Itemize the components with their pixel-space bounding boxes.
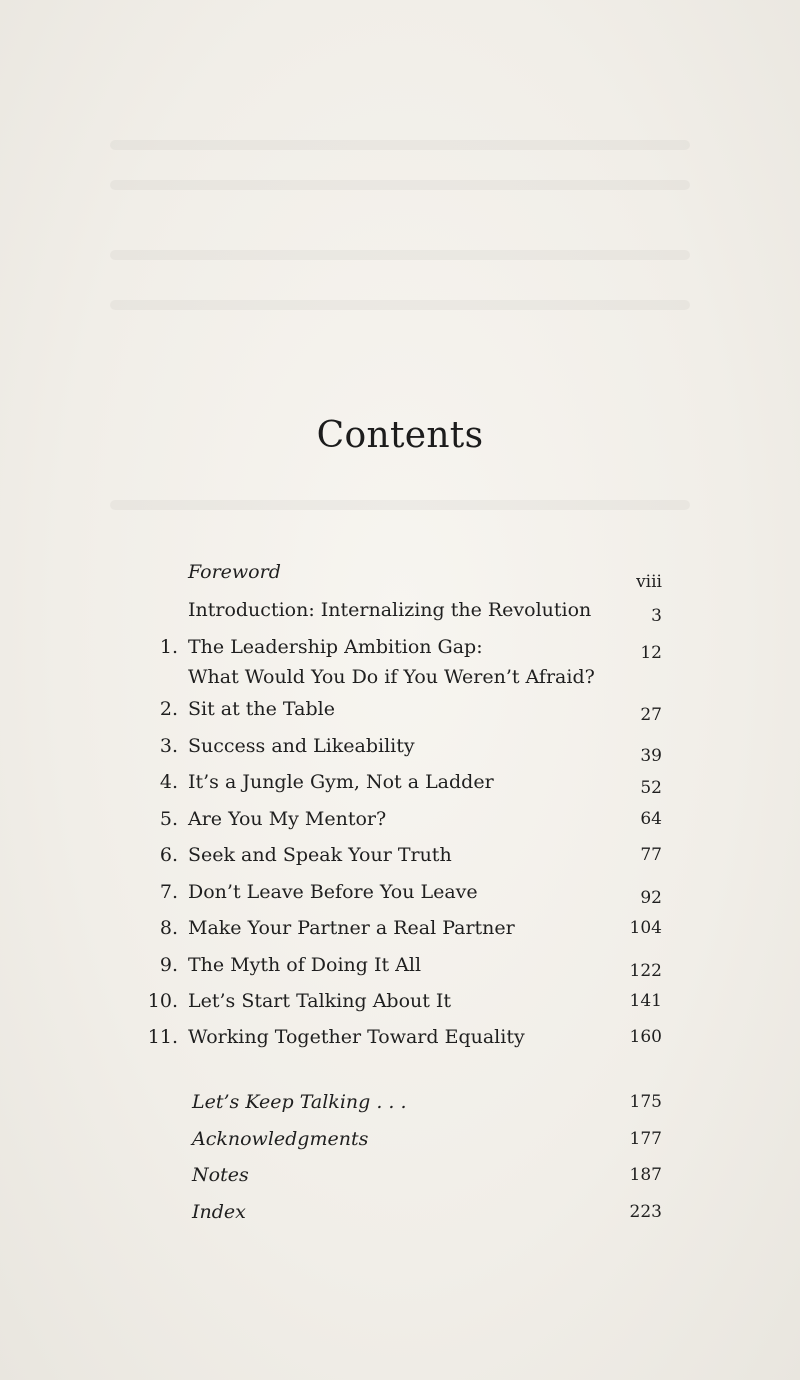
chapter-number: 9. [159, 954, 178, 976]
bleed-through-line [110, 500, 690, 510]
page-number: 39 [640, 746, 662, 766]
back-matter-title: Acknowledgments [192, 1128, 369, 1150]
chapter-number: 10. [147, 990, 178, 1012]
back-matter-entry [0, 1197, 800, 1227]
page-number: 187 [629, 1165, 662, 1185]
chapter-title: The Leadership Ambition Gap: [188, 636, 483, 658]
chapter-title: Don’t Leave Before You Leave [188, 881, 478, 903]
page-number: 77 [640, 845, 662, 865]
chapter-number: 5. [159, 808, 178, 830]
toc-entry [0, 986, 800, 1016]
chapter-number: 6. [159, 844, 178, 866]
chapter-title: Working Together Toward Equality [188, 1026, 525, 1048]
page-title: Contents [316, 415, 484, 456]
chapter-title: The Myth of Doing It All [188, 954, 422, 976]
chapter-number: 4. [159, 771, 178, 793]
back-matter-entry [0, 1160, 800, 1190]
bleed-through-line [110, 140, 690, 150]
page-number: 223 [629, 1202, 662, 1222]
chapter-number: 3. [159, 735, 178, 757]
chapter-number: 7. [159, 881, 178, 903]
page-number: 177 [629, 1129, 662, 1149]
page-number: 104 [629, 918, 662, 938]
bleed-through-line [110, 250, 690, 260]
chapter-title: Are You My Mentor? [188, 808, 387, 830]
chapter-title: Make Your Partner a Real Partner [188, 917, 515, 939]
back-matter-title: Let’s Keep Talking . . . [192, 1091, 407, 1113]
chapter-title: Let’s Start Talking About It [188, 990, 452, 1012]
chapter-number: 8. [159, 917, 178, 939]
toc-entry [0, 694, 800, 724]
toc-entry [0, 913, 800, 943]
chapter-number: 11. [147, 1026, 178, 1048]
chapter-subtitle: What Would You Do if You Weren’t Afraid? [188, 666, 595, 688]
page-number: viii [636, 572, 662, 592]
toc-entry [0, 877, 800, 907]
page-number: 52 [640, 778, 662, 798]
toc-entry [0, 557, 800, 592]
page-number: 92 [640, 888, 662, 908]
back-matter-entry [0, 1087, 800, 1117]
toc-entry [0, 731, 800, 766]
page-number: 64 [640, 809, 662, 829]
toc-entry [0, 950, 800, 980]
back-matter-title: Index [192, 1201, 246, 1223]
chapter-number: 1. [159, 636, 178, 658]
chapter-number: 2. [159, 698, 178, 720]
page-number: 27 [640, 705, 662, 725]
chapter-title: It’s a Jungle Gym, Not a Ladder [188, 771, 494, 793]
bleed-through-line [110, 300, 690, 310]
page-number: 3 [651, 606, 662, 626]
bleed-through-line [110, 180, 690, 190]
page-number: 175 [629, 1092, 662, 1112]
chapter-title: Sit at the Table [188, 698, 335, 720]
back-matter-title: Notes [192, 1164, 249, 1186]
chapter-title: Introduction: Internalizing the Revolution [188, 599, 592, 621]
chapter-title: Seek and Speak Your Truth [188, 844, 452, 866]
toc-entry [0, 632, 800, 688]
toc-entry [0, 840, 800, 870]
chapter-title: Success and Likeability [188, 735, 415, 757]
page-number: 122 [629, 961, 662, 981]
toc-entry [0, 767, 800, 797]
page-number: 141 [629, 991, 662, 1011]
toc-entry [0, 804, 800, 834]
toc-entry [0, 595, 800, 625]
chapter-title: Foreword [188, 561, 281, 583]
back-matter-entry [0, 1124, 800, 1154]
page-number: 160 [629, 1027, 662, 1047]
page-number: 12 [640, 643, 662, 663]
toc-entry [0, 1022, 800, 1052]
